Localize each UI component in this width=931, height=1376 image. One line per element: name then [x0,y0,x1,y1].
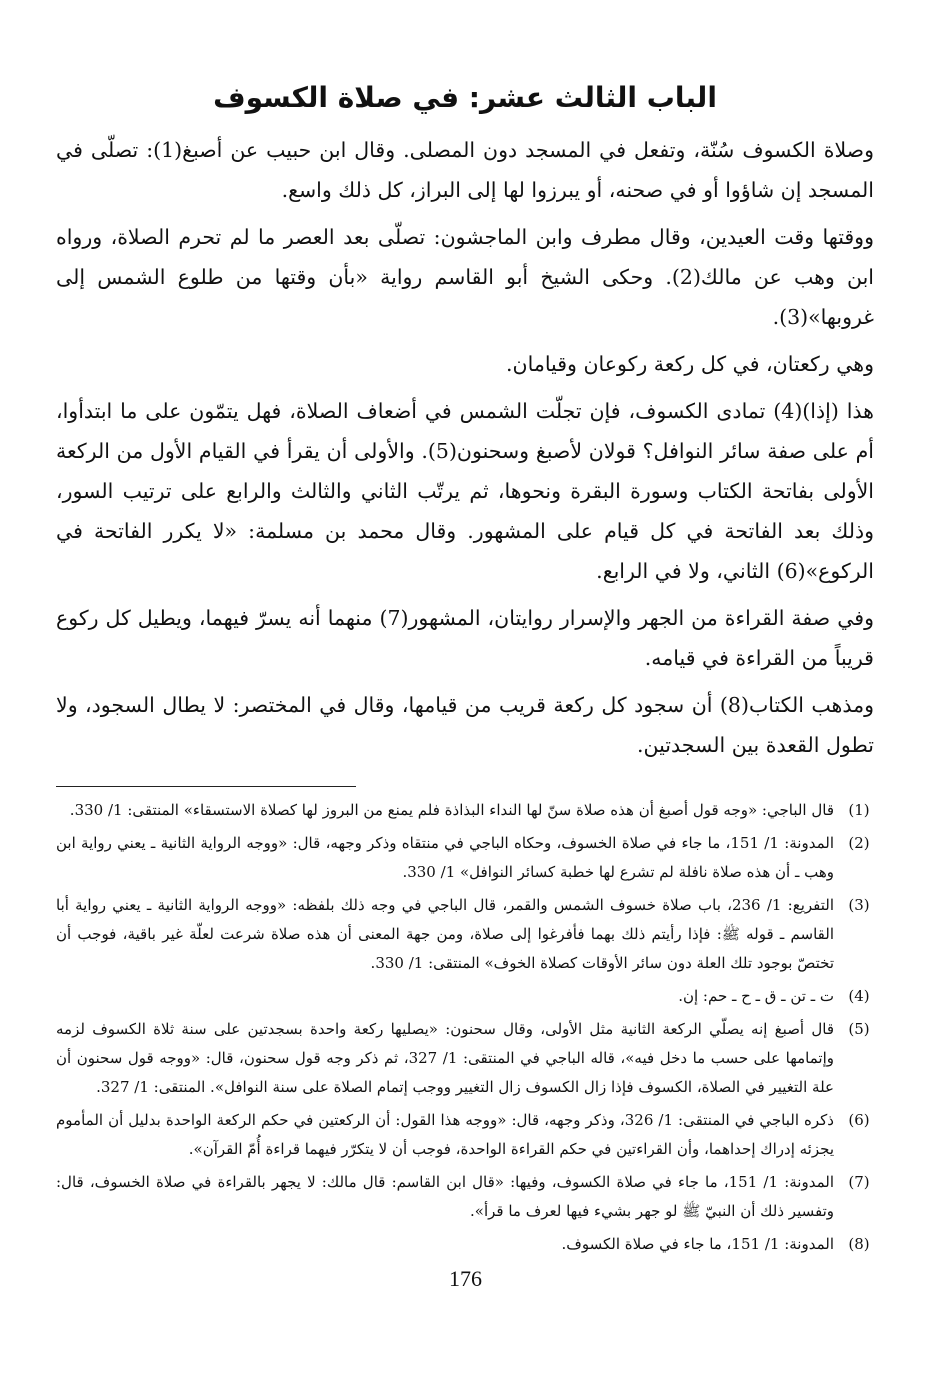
footnote-number: (5) [848,1020,870,1038]
footnote-text: قال الباجي: «وجه قول أصبغ أن هذه صلاة سنّ لها النداء البذاذة فلم يمنع من البروز لها كصلاة الاستسقاء» المنتقى: 1/ 330. [69,801,834,819]
footnotes [56,796,874,1259]
footnote-number: (4) [848,987,870,1005]
footnote [56,1230,874,1259]
paragraph: ووقتها وقت العيدين، وقال مطرف وابن الماجشون: تصلّى بعد العصر ما لم تحرم الصلاة، ورواه ابن وهب عن مالك(2). وحكى الشيخ أبو القاسم رواية «بأن وقتها من طلوع الشمس إلى غروبها»(3). [56,225,874,329]
footnote [56,982,874,1011]
chapter-title: الباب الثالث عشر: في صلاة الكسوف [213,81,717,114]
paragraph: وصلاة الكسوف سُنّة، وتفعل في المسجد دون المصلى. وقال ابن حبيب عن أصبغ(1): تصلّى في المسجد إن شاؤوا أو في صحنه، أو يبرزوا لها إلى البراز، كل ذلك واسع. [56,138,874,202]
footnote-number: (1) [848,801,870,819]
paragraph: ومذهب الكتاب(8) أن سجود كل ركعة قريب من قيامها، وقال في المختصر: لا يطال السجود، ولا تطول القعدة بين السجدتين. [56,693,874,757]
paragraph: هذا (إذا)(4) تمادى الكسوف، فإن تجلّت الشمس في أضعاف الصلاة، فهل يتمّون على ما ابتدأوا، أم على صفة سائر النوافل؟ قولان لأصبغ وسحنون(5). والأولى أن يقرأ في القيام الأول من الركعة الأولى بفاتحة الكتاب وسورة البقرة ونحوها، ثم يرتّب الثاني والثالث والرابع على ترتيب السور، وذلك بعد الفاتحة في كل قيام على المشهور. وقال محمد بن مسلمة: «لا يكرر الفاتحة في الركوع»(6) الثاني، ولا في الرابع. [56,399,875,583]
paragraph: وفي صفة القراءة من الجهر والإسرار روايتان، المشهور(7) منهما أنه يسرّ فيهما، ويطيل كل ركوع قريباً من القراءة في قيامه. [56,606,874,670]
footnote-number: (3) [848,896,870,914]
footnote-separator-wrap [56,772,874,796]
main-text [56,130,874,765]
footnote-text: المدونة: 1/ 151، ما جاء في صلاة الخسوف، وحكاه الباجي في منتقاه وذكر وجهه، قال: «ووجه الرواية الثانية ـ يعني رواية ابن وهب ـ أن هذه صلاة نافلة لم تشرع لها خطبة كسائر النوافل» 1/ 330. [56,834,834,881]
footnote-text: المدونة: 1/ 151، ما جاء في صلاة الكسوف. [561,1235,834,1253]
footnote-separator [56,786,356,787]
book-page [56,74,874,1263]
footnote-text: التفريع: 1/ 236، باب صلاة خسوف الشمس والقمر، قال الباجي في وجه ذلك بلفظه: «ووجه الرواية الثانية ـ يعني رواية أبا القاسم ـ قوله ﷺ: فإذا رأيتم ذلك بهما فأفرغوا إلى صلاة، ومن جهة المعنى أن هذه صلاة شرعت لعلّة غير باقية، فوجب أن تختصّ بوجود تلك العلة دون سائر الأوقات كصلاة الخوف» المنتقى: 1/ 330. [56,896,835,972]
paragraph: وهي ركعتان، في كل ركعة ركوعان وقيامان. [506,352,874,376]
footnote-text: قال أصبغ إنه يصلّي الركعة الثانية مثل الأولى، وقال سحنون: «يصليها ركعة واحدة بسجدتين على سنة ثلاة الكسوف لزمه وإتمامها على حسب ما دخل فيه»، قاله الباجي في المنتقى: 1/ 327، ثم ذكر وجه قول سحنون، قال: «ووجه قول سحنون أن علة التغيير في الصلاة، الكسوف فإذا زال الكسوف زال التغيير ووجب إتمام الصلاة على سنة النوافل». المنتقى: 1/ 327. [56,1020,834,1096]
footnote [56,891,874,978]
footnote [56,796,874,825]
page-number: 176 [449,1266,482,1291]
footnote-text: المدونة: 1/ 151، ما جاء في صلاة الكسوف، وفيها: «قال ابن القاسم: قال مالك: لا يجهر بالقراءة في صلاة الخسوف، قال: وتفسير ذلك أن النبيّ ﷺ لو جهر بشيء فيها لعرف ما قرأ». [56,1173,834,1220]
footnote-number: (7) [848,1173,870,1191]
footnote-number: (8) [848,1235,870,1253]
footnote [56,1106,874,1164]
footnote-number: (6) [848,1111,870,1129]
footnote-text: ت ـ تن ـ ق ـ ح ـ حم: إن. [678,987,834,1005]
footnote [56,1168,874,1226]
footnote [56,1015,874,1102]
footnote-number: (2) [848,834,870,852]
footnote [56,829,874,887]
footnote-text: ذكره الباجي في المنتقى: 1/ 326، وذكر وجهه، قال: «ووجه هذا القول: أن الركعتين في حكم الركعة الواحدة بدليل أن المأموم يجزئه إدراك إحداهما، وأن القراءتين في حكم القراءة الواحدة، فوجب أن لا يتكرّر فيهما قراءة أُمّ القرآن». [56,1111,834,1158]
